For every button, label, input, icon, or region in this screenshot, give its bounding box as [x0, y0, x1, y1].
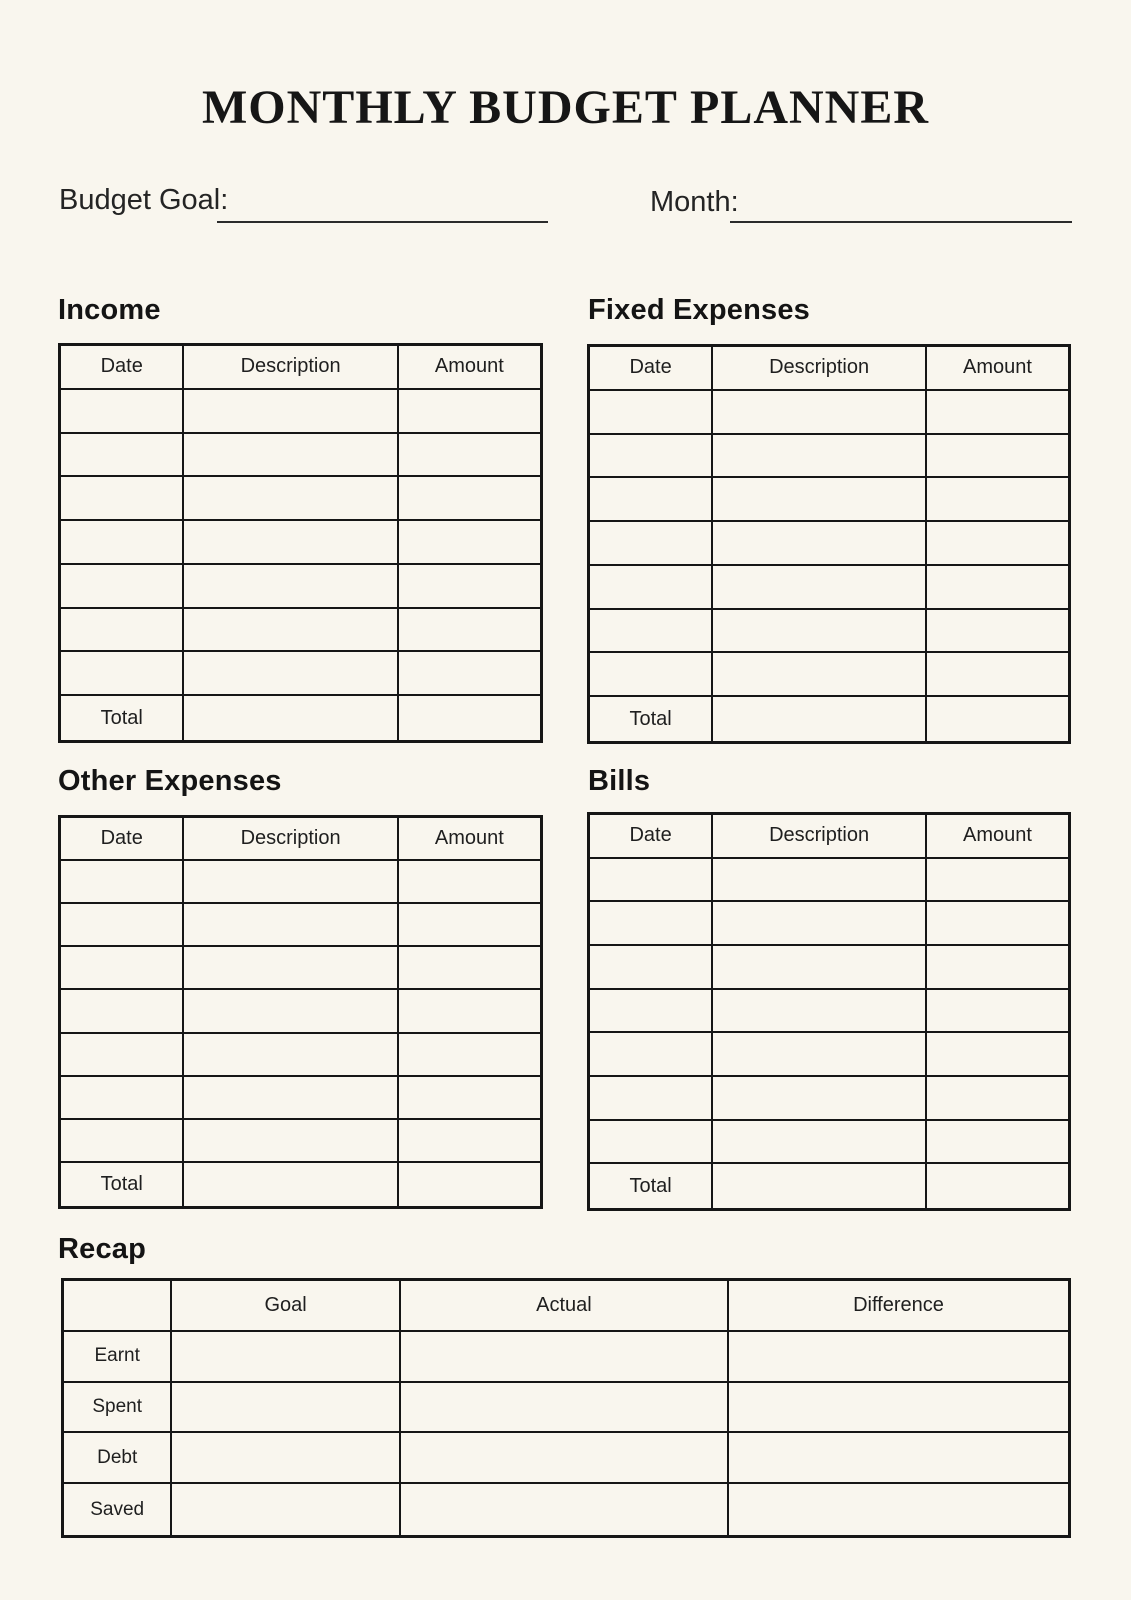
- empty-cell: [399, 990, 540, 1033]
- empty-cell: [713, 990, 927, 1034]
- empty-cell: [590, 435, 713, 479]
- empty-cell: [713, 435, 927, 479]
- empty-cell: [927, 1164, 1068, 1208]
- empty-cell: [590, 478, 713, 522]
- bills-table: [587, 812, 1071, 1211]
- empty-cell: [61, 477, 184, 521]
- empty-cell: [399, 390, 540, 434]
- empty-cell: [184, 904, 398, 947]
- recap-corner-cell: [64, 1281, 172, 1332]
- recap-row-label: Spent: [64, 1383, 172, 1434]
- empty-cell: [184, 434, 398, 478]
- empty-cell: [61, 990, 184, 1033]
- empty-cell: [927, 1077, 1068, 1121]
- empty-cell: [172, 1383, 401, 1434]
- empty-cell: [713, 902, 927, 946]
- empty-cell: [590, 990, 713, 1034]
- column-header-description: Description: [184, 818, 398, 861]
- empty-cell: [399, 477, 540, 521]
- month-label: Month:: [650, 186, 739, 218]
- empty-cell: [61, 434, 184, 478]
- empty-cell: [713, 1121, 927, 1165]
- empty-cell: [61, 565, 184, 609]
- empty-cell: [184, 947, 398, 990]
- empty-cell: [399, 609, 540, 653]
- empty-cell: [399, 652, 540, 696]
- empty-cell: [713, 1077, 927, 1121]
- empty-cell: [184, 861, 398, 904]
- empty-cell: [184, 521, 398, 565]
- empty-cell: [729, 1433, 1068, 1484]
- empty-cell: [590, 391, 713, 435]
- month-blank-line: [730, 221, 1072, 223]
- empty-cell: [399, 1120, 540, 1163]
- empty-cell: [399, 1034, 540, 1077]
- empty-cell: [590, 653, 713, 697]
- empty-cell: [401, 1484, 729, 1535]
- empty-cell: [184, 1120, 398, 1163]
- empty-cell: [927, 478, 1068, 522]
- recap-table: [61, 1278, 1071, 1538]
- empty-cell: [713, 1033, 927, 1077]
- empty-cell: [729, 1383, 1068, 1434]
- column-header-amount: Amount: [399, 818, 540, 861]
- empty-cell: [61, 521, 184, 565]
- recap-row-label: Saved: [64, 1484, 172, 1535]
- empty-cell: [61, 861, 184, 904]
- empty-cell: [61, 947, 184, 990]
- empty-cell: [927, 946, 1068, 990]
- empty-cell: [713, 566, 927, 610]
- empty-cell: [590, 902, 713, 946]
- empty-cell: [184, 390, 398, 434]
- empty-cell: [927, 1033, 1068, 1077]
- empty-cell: [713, 478, 927, 522]
- fixed-expenses-heading: Fixed Expenses: [588, 294, 811, 326]
- empty-cell: [590, 1077, 713, 1121]
- column-header-amount: Amount: [927, 815, 1068, 859]
- empty-cell: [61, 1077, 184, 1120]
- empty-cell: [713, 610, 927, 654]
- other-expenses-table: [58, 815, 543, 1209]
- empty-cell: [184, 609, 398, 653]
- empty-cell: [927, 391, 1068, 435]
- empty-cell: [399, 904, 540, 947]
- column-header-date: Date: [590, 815, 713, 859]
- empty-cell: [590, 566, 713, 610]
- empty-cell: [399, 696, 540, 740]
- bills-heading: Bills: [588, 765, 651, 797]
- empty-cell: [713, 859, 927, 903]
- empty-cell: [184, 477, 398, 521]
- empty-cell: [184, 652, 398, 696]
- empty-cell: [61, 1034, 184, 1077]
- column-header-description: Description: [713, 347, 927, 391]
- empty-cell: [713, 946, 927, 990]
- total-label: Total: [590, 1164, 713, 1208]
- column-header-actual: Actual: [401, 1281, 729, 1332]
- empty-cell: [399, 521, 540, 565]
- empty-cell: [713, 653, 927, 697]
- empty-cell: [927, 1121, 1068, 1165]
- column-header-date: Date: [590, 347, 713, 391]
- empty-cell: [399, 1163, 540, 1206]
- column-header-amount: Amount: [927, 347, 1068, 391]
- column-header-date: Date: [61, 346, 184, 390]
- total-label: Total: [61, 696, 184, 740]
- empty-cell: [61, 609, 184, 653]
- empty-cell: [713, 391, 927, 435]
- empty-cell: [399, 565, 540, 609]
- empty-cell: [401, 1383, 729, 1434]
- budget-goal-label: Budget Goal:: [59, 184, 229, 216]
- recap-heading: Recap: [58, 1233, 147, 1265]
- empty-cell: [590, 522, 713, 566]
- column-header-date: Date: [61, 818, 184, 861]
- empty-cell: [184, 565, 398, 609]
- total-label: Total: [61, 1163, 184, 1206]
- empty-cell: [399, 947, 540, 990]
- empty-cell: [590, 1121, 713, 1165]
- column-header-description: Description: [184, 346, 398, 390]
- empty-cell: [184, 1077, 398, 1120]
- empty-cell: [927, 610, 1068, 654]
- empty-cell: [172, 1433, 401, 1484]
- income-heading: Income: [58, 294, 161, 326]
- empty-cell: [172, 1484, 401, 1535]
- other-expenses-heading: Other Expenses: [58, 765, 282, 797]
- fixed-expenses-table: [587, 344, 1071, 744]
- column-header-description: Description: [713, 815, 927, 859]
- recap-row-label: Debt: [64, 1433, 172, 1484]
- empty-cell: [927, 435, 1068, 479]
- empty-cell: [184, 1034, 398, 1077]
- empty-cell: [590, 1033, 713, 1077]
- empty-cell: [927, 990, 1068, 1034]
- empty-cell: [927, 653, 1068, 697]
- recap-row-label: Earnt: [64, 1332, 172, 1383]
- empty-cell: [399, 434, 540, 478]
- empty-cell: [184, 1163, 398, 1206]
- budget-goal-blank-line: [217, 221, 548, 223]
- empty-cell: [927, 859, 1068, 903]
- empty-cell: [729, 1332, 1068, 1383]
- column-header-goal: Goal: [172, 1281, 401, 1332]
- empty-cell: [399, 861, 540, 904]
- empty-cell: [590, 859, 713, 903]
- total-label: Total: [590, 697, 713, 741]
- page-title: MONTHLY BUDGET PLANNER: [202, 81, 929, 134]
- empty-cell: [401, 1332, 729, 1383]
- empty-cell: [184, 696, 398, 740]
- empty-cell: [713, 522, 927, 566]
- empty-cell: [61, 390, 184, 434]
- column-header-amount: Amount: [399, 346, 540, 390]
- empty-cell: [927, 697, 1068, 741]
- empty-cell: [927, 522, 1068, 566]
- empty-cell: [61, 904, 184, 947]
- empty-cell: [61, 652, 184, 696]
- empty-cell: [184, 990, 398, 1033]
- empty-cell: [61, 1120, 184, 1163]
- column-header-difference: Difference: [729, 1281, 1068, 1332]
- empty-cell: [927, 902, 1068, 946]
- empty-cell: [927, 566, 1068, 610]
- income-table: [58, 343, 543, 743]
- empty-cell: [401, 1433, 729, 1484]
- empty-cell: [713, 1164, 927, 1208]
- empty-cell: [399, 1077, 540, 1120]
- empty-cell: [172, 1332, 401, 1383]
- empty-cell: [713, 697, 927, 741]
- empty-cell: [590, 610, 713, 654]
- empty-cell: [729, 1484, 1068, 1535]
- empty-cell: [590, 946, 713, 990]
